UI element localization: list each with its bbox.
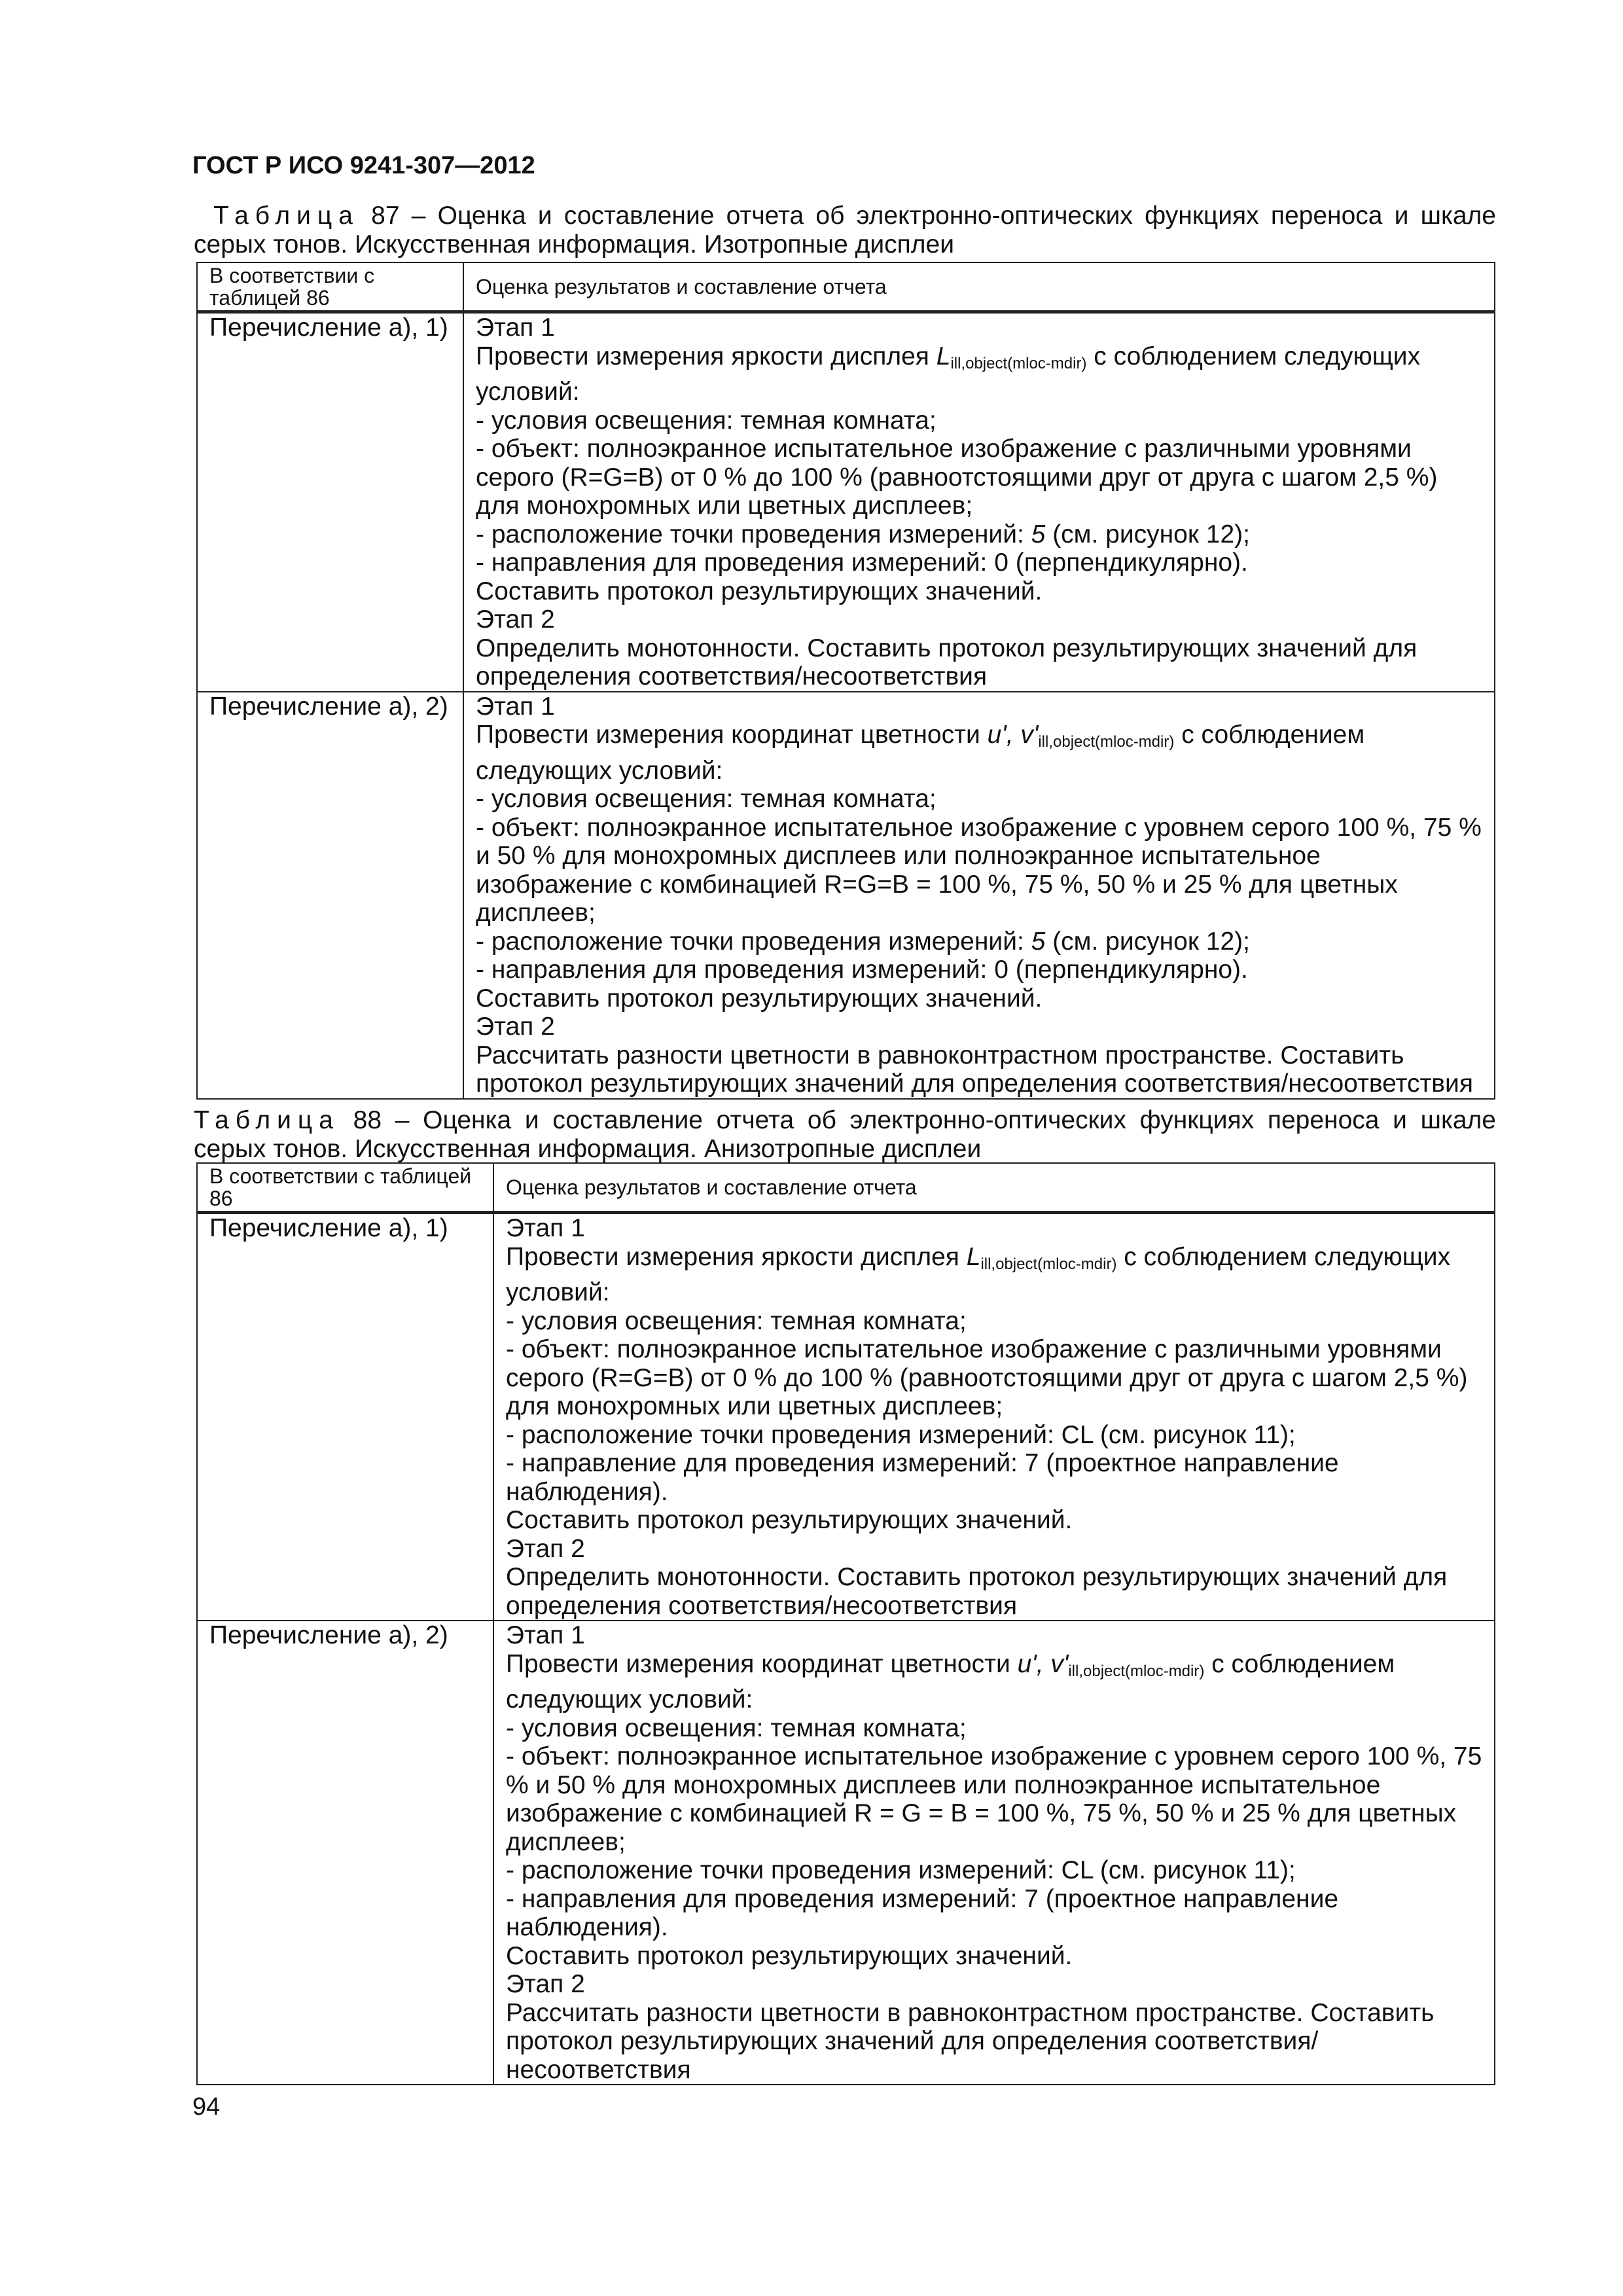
condition-lighting: - условия освещения: темная комната; [506, 1306, 967, 1335]
condition-location: - расположение точки проведения измерений: CL (см. рисунок 11); [506, 1420, 1296, 1449]
table-88-caption [194, 1106, 1496, 1164]
stage-2-label: Этап 2 [506, 1534, 585, 1563]
stage-2-label: Этап 2 [476, 1013, 555, 1041]
table-87-caption [194, 202, 1496, 259]
row-reference: Перечисление а), 2) [197, 1621, 493, 2085]
document-code-header: ГОСТ Р ИСО 9241-307—2012 [192, 152, 535, 179]
table-row [197, 312, 1495, 692]
stage-1-label: Этап 1 [476, 692, 555, 721]
condition-direction: - направление для проведения измерений: 7 (проектное направление наблюдения). [506, 1449, 1339, 1506]
stage-2-text: Рассчитать разности цветности в равноконтрастном пространстве. Составить протокол результирующих значений для определения соответствия/несоответствия [506, 1998, 1435, 2084]
measurement-instruction: Провести измерения координат цветности u', $v'_{ill,object(mloc-mdir)}$ с соблюдением следующих условий: [506, 1649, 1395, 1713]
stage-1-label: Этап 1 [506, 1621, 585, 1649]
table-row [197, 1621, 1495, 2085]
table-87-caption-label: Таблица [213, 202, 359, 230]
stage-2-text: Определить монотонности. Составить протокол результирующих значений для определения соответствия/несоответствия [506, 1563, 1448, 1620]
row-evaluation [463, 692, 1495, 1099]
table-87-caption-text: 87 – Оценка и составление отчета об электронно-оптических функциях переноса и шкале серых тонов. Искусственная информация. Изотропные дисплеи [194, 202, 1496, 259]
stage-2-label: Этап 2 [476, 605, 555, 634]
table-87 [196, 262, 1495, 1100]
table-88-caption-text: 88 – Оценка и составление отчета об электронно-оптических функциях переноса и шкале серых тонов. Искусственная информация. Анизотропные дисплеи [194, 1106, 1496, 1163]
measurement-instruction: Провести измерения яркости дисплея $L_{ill,object(mloc-mdir)}$ с соблюдением следующих условий: [506, 1242, 1451, 1306]
column-header-reference: В соответствии с таблицей 86 [197, 1163, 493, 1213]
condition-object: - объект: полноэкранное испытательное изображение с уровнем серого 100 %, 75 % и 50 % для монохромных дисплеев или полноэкранное испытательное изображение с комбинацией R = G = B = 100 %, 75 %, 50 % и 25 % для цветных дисплеев; [506, 1742, 1482, 1856]
table-row [197, 1213, 1495, 1621]
stage-2-text: Рассчитать разности цветности в равноконтрастном пространстве. Составить протокол результирующих значений для определения соответствия/несоответствия [476, 1041, 1473, 1098]
stage-2-label: Этап 2 [506, 1970, 585, 1998]
row-evaluation [463, 312, 1495, 692]
condition-lighting: - условия освещения: темная комната; [476, 406, 936, 435]
page-number: 94 [192, 2093, 221, 2121]
row-reference: Перечисление а), 2) [197, 692, 463, 1099]
row-evaluation [493, 1213, 1495, 1621]
stage-1-label: Этап 1 [476, 314, 555, 342]
condition-location: - расположение точки проведения измерений: 5 (см. рисунок 12); [476, 520, 1250, 548]
condition-location: - расположение точки проведения измерений: CL (см. рисунок 11); [506, 1856, 1296, 1884]
table-header-row [197, 1163, 1495, 1213]
condition-object: - объект: полноэкранное испытательное изображение с различными уровнями серого (R=G=B) от 0 % до 100 % (равноотстоящими друг от друга с шагом 2,5 %) для монохромных или цветных дисплеев; [506, 1335, 1468, 1420]
stage-1-label: Этап 1 [506, 1214, 585, 1242]
condition-location: - расположение точки проведения измерений: 5 (см. рисунок 12); [476, 927, 1250, 956]
column-header-evaluation: Оценка результатов и составление отчета [463, 262, 1495, 312]
row-reference: Перечисление а), 1) [197, 1213, 493, 1621]
measurement-instruction: Провести измерения яркости дисплея $L_{ill,object(mloc-mdir)}$ с соблюдением следующих условий: [476, 342, 1421, 406]
protocol-instruction: Составить протокол результирующих значений. [506, 1506, 1073, 1534]
table-88 [196, 1162, 1495, 2085]
protocol-instruction: Составить протокол результирующих значений. [506, 1941, 1073, 1970]
condition-lighting: - условия освещения: темная комната; [506, 1713, 967, 1742]
column-header-reference: В соответствии с таблицей 86 [197, 262, 463, 312]
table-88-caption-label: Таблица [194, 1106, 340, 1134]
condition-lighting: - условия освещения: темная комната; [476, 785, 936, 813]
protocol-instruction: Составить протокол результирующих значений. [476, 577, 1043, 605]
measurement-instruction: Провести измерения координат цветности u', $v'_{ill,object(mloc-mdir)}$ с соблюдением следующих условий: [476, 721, 1365, 785]
table-row [197, 692, 1495, 1099]
stage-2-text: Определить монотонности. Составить протокол результирующих значений для определения соответствия/несоответствия [476, 634, 1418, 691]
table-header-row [197, 262, 1495, 312]
column-header-evaluation: Оценка результатов и составление отчета [493, 1163, 1495, 1213]
row-evaluation [493, 1621, 1495, 2085]
row-reference: Перечисление а), 1) [197, 312, 463, 692]
condition-object: - объект: полноэкранное испытательное изображение с уровнем серого 100 %, 75 % и 50 % для монохромных дисплеев или полноэкранное испытательное изображение с комбинацией R=G=B = 100 %, 75 %, 50 % и 25 % для цветных дисплеев; [476, 813, 1482, 927]
condition-direction: - направления для проведения измерений: 0 (перпендикулярно). [476, 956, 1248, 984]
protocol-instruction: Составить протокол результирующих значений. [476, 984, 1043, 1013]
condition-object: - объект: полноэкранное испытательное изображение с различными уровнями серого (R=G=B) от 0 % до 100 % (равноотстоящими друг от друга с шагом 2,5 %) для монохромных или цветных дисплеев; [476, 435, 1438, 520]
condition-direction: - направления для проведения измерений: 7 (проектное направление наблюдения). [506, 1884, 1339, 1941]
condition-direction: - направления для проведения измерений: 0 (перпендикулярно). [476, 548, 1248, 577]
